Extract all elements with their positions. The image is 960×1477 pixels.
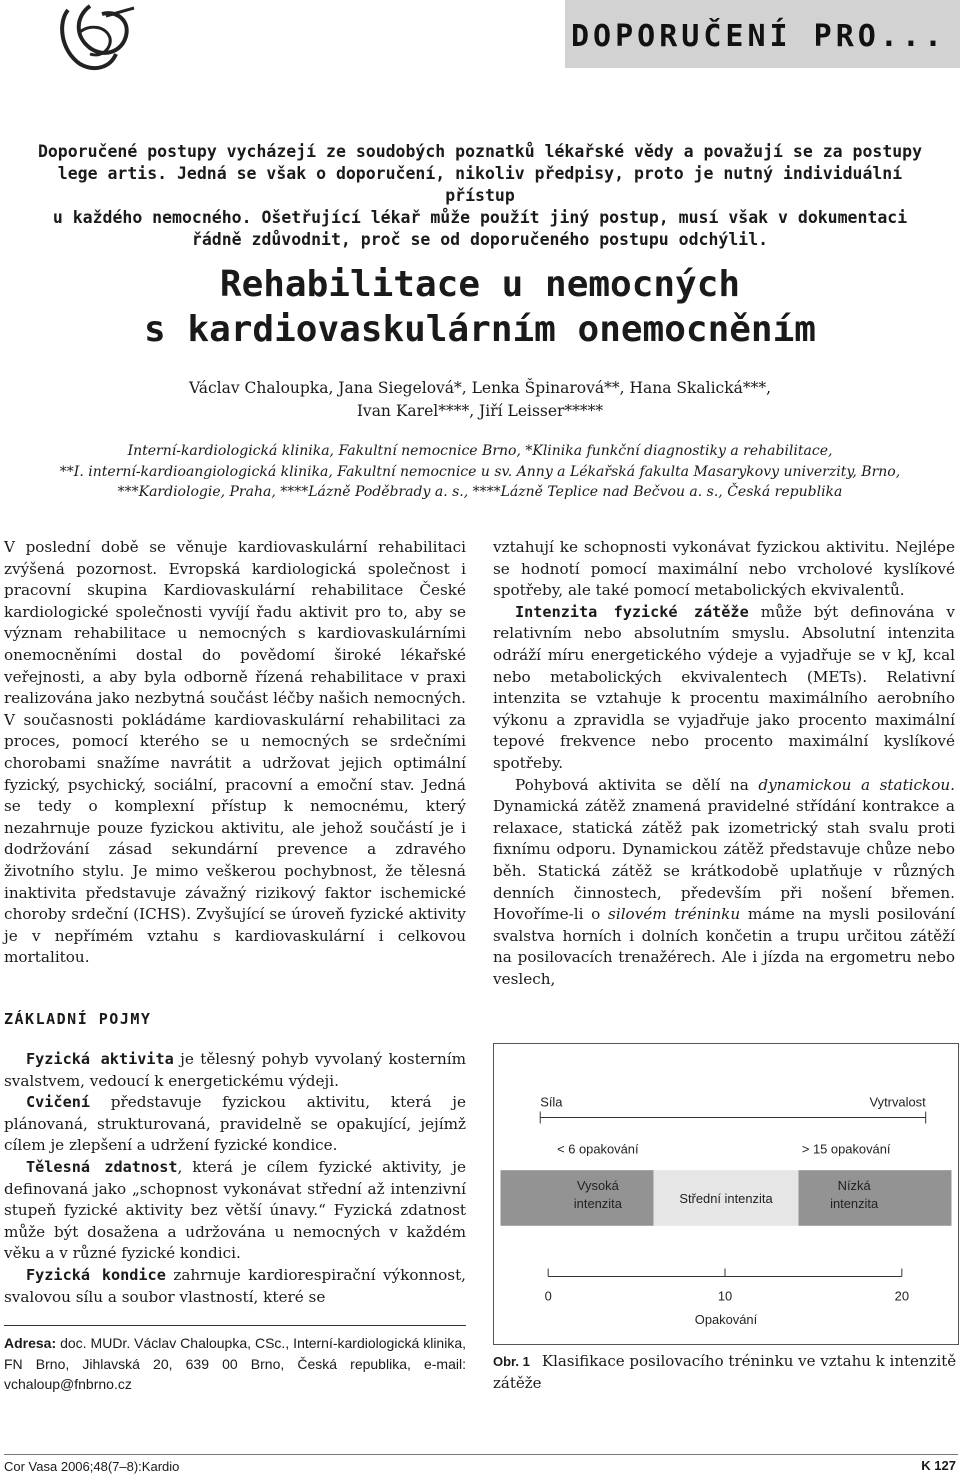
body-paragraph: vztahují ke schopnosti vykonávat fyzickou aktivitu. Nejlépe se hodnotí pomocí maximální nebo vrcholové kyslíkové spotřeby, ale také pomocí metabolických ekvivalentů. xyxy=(493,538,955,600)
definition-term: Cvičení xyxy=(26,1093,91,1112)
title-line: Rehabilitace u nemocných xyxy=(219,264,741,305)
disclaimer-line: řádně zdůvodnit, proč se od doporučeného postupu odchýlil. xyxy=(191,230,769,249)
zone-high-label: intenzita xyxy=(573,1195,622,1211)
author-line: Václav Chaloupka, Jana Siegelová*, Lenka Špinarová**, Hana Skalická***, xyxy=(188,379,772,397)
journal-citation: Cor Vasa 2006;48(7–8):Kardio xyxy=(4,1459,180,1474)
zone-low-label: Nízká xyxy=(837,1178,871,1194)
body-term: Intenzita fyzické zátěže xyxy=(515,602,749,621)
right-column xyxy=(493,537,955,990)
article-title xyxy=(0,262,960,352)
affiliation-line: ***Kardiologie, Praha, ****Lázně Poděbrady a. s., ****Lázně Teplice nad Bečvou a. s., Česká republika xyxy=(117,484,843,500)
low-reps-label: < 6 opakování xyxy=(557,1141,639,1157)
figure-training-classification xyxy=(493,1043,959,1345)
definition-text: zahrnuje kardiorespirační výkonnost, svalovou sílu a soubor vlastností, které se xyxy=(4,1265,466,1306)
definitions xyxy=(4,1049,466,1308)
body-italic: dynamickou a statickou. xyxy=(758,775,955,794)
disclaimer-line: lege artis. Jedná se však o doporučení, nikoliv předpisy, proto je nutný individuální přístup xyxy=(57,164,903,205)
endurance-label: Vytrvalost xyxy=(869,1094,926,1110)
definition-text: je tělesný pohyb vyvolaný kosterním svalstvem, vedoucí k energetickému výdeji. xyxy=(4,1050,466,1090)
correspondence-address xyxy=(4,1333,466,1395)
zone-low-label: intenzita xyxy=(830,1195,879,1211)
disclaimer-line: u každého nemocného. Ošetřující lékař může použít jiný postup, musí však v dokumentaci xyxy=(52,208,908,227)
figure-label: Obr. 1 xyxy=(493,1354,530,1369)
disclaimer-line: Doporučené postupy vycházejí ze soudobých poznatků lékařské vědy a považují se za postupy xyxy=(37,142,923,161)
body-paragraph xyxy=(493,602,955,775)
definition-term: Tělesná zdatnost xyxy=(26,1157,178,1176)
definition-paragraph xyxy=(4,1265,466,1308)
title-line: s kardiovaskulárním onemocněním xyxy=(144,309,816,350)
footer-divider xyxy=(4,1454,958,1455)
body-text: může být definována v relativním nebo absolutním smyslu. Absolutní intenzita odráží míru energetického výdeje a vyjadřuje se v kJ, kcal nebo metabolických ekvivalentech (METs). Relativní intenzita se vztahuje k procentu maximálního aerobního výkonu a zpravidla se vyjadřuje jako procento maximální tepové frekvence nebo procento maximální kyslíkové spotřeby. xyxy=(493,602,955,772)
definition-text: , která je cílem fyzické aktivity, je definovaná jako „schopnost vykonávat střední až intenzivní stupeň fyzické aktivity bez větší únavy.“ Fyzická zdatnost může být dosažena a udržována u nemocných v každém věku a v různé fyzické kondici. xyxy=(4,1157,466,1263)
definition-term: Fyzická kondice xyxy=(26,1265,166,1284)
x-tick-label: 20 xyxy=(894,1288,910,1304)
author-list xyxy=(0,377,960,423)
zone-mid-label: Střední intenzita xyxy=(679,1190,773,1206)
page-number: K 127 xyxy=(921,1458,956,1473)
section-heading: ZÁKLADNÍ POJMY xyxy=(4,1010,152,1028)
x-tick-label: 0 xyxy=(544,1288,552,1304)
journal-logo-icon xyxy=(50,2,140,74)
body-text: máme na mysli posilování svalstva horních i dolních končetin a trupu určitou zátěží na posilovacích trenažérech. Ale i jízda na ergometru nebo veslech, xyxy=(493,905,955,988)
figure-chart xyxy=(494,1044,958,1344)
body-text: Dynamická zátěž znamená pravidelné střídání kontrakce a relaxace, statická zátěž pak izometrický stah svalu proti fixnímu odporu. Dynamickou zátěž představuje chůze nebo běh. Statická zátěž se krátkodobě uplatňuje v různých denních činnostech, především při nošení břemen. Hovoříme-li o xyxy=(493,797,955,924)
address-text: doc. MUDr. Václav Chaloupka, CSc., Interní-kardiologická klinika, FN Brno, Jihlavská 20, 639 00 Brno, Česká republika, e-mail: vchaloup@fnbrno.cz xyxy=(4,1335,466,1392)
x-axis-label: Opakování xyxy=(694,1312,758,1328)
definition-term: Fyzická aktivita xyxy=(26,1050,174,1068)
figure-caption xyxy=(493,1351,959,1394)
definition-text: představuje fyzickou aktivitu, která je plánovaná, strukturovaná, pravidelně se opakující, jejímž cílem je zlepšení a udržení fyzické kondice. xyxy=(4,1093,466,1155)
high-reps-label: > 15 opakování xyxy=(801,1141,891,1157)
address-label: Adresa: xyxy=(4,1335,57,1351)
body-paragraph xyxy=(493,775,955,991)
x-axis-ticks xyxy=(545,1269,909,1304)
affiliations xyxy=(0,441,960,503)
affiliation-line: **I. interní-kardioangiologická klinika, Fakultní nemocnice u sv. Anny a Lékařská fakulta Masarykovy univerzity, Brno, xyxy=(59,463,901,480)
address-divider xyxy=(4,1325,466,1326)
definition-paragraph xyxy=(4,1157,466,1265)
definition-paragraph xyxy=(4,1049,466,1092)
figure-caption-text: Klasifikace posilovacího tréninku ve vztahu k intenzitě zátěže xyxy=(493,1352,957,1392)
author-line: Ivan Karel****, Jiří Leisser***** xyxy=(356,402,604,420)
left-column xyxy=(4,537,466,969)
disclaimer xyxy=(20,141,940,251)
strength-label: Síla xyxy=(540,1094,563,1110)
intro-paragraph: V poslední době se věnuje kardiovaskulární rehabilitaci zvýšená pozornost. Evropská kardiologická společnost i pracovní skupina Kardiovaskulární rehabilitace České kardiologické společnosti vyvíjí řadu aktivit pro to, aby se význam rehabilitace u nemocných s kardiovaskulárními onemocněními dostal do povědomí široké lékařské veřejnosti, a aby byla odborně řízená rehabilitace v praxi realizována jako nezbytná součást léčby našich nemocných. V současnosti pokládáme kardiovaskulární rehabilitaci za proces, pomocí kterého se u nemocných se srdečními chorobami snažíme navrátit a udržovat jejich optimální fyzický, psychický, sociální, pracovní a emoční stav. Jedná se tedy o komplexní přístup k nemocnému, který nezahrnuje pouze fyzickou aktivitu, ale jehož součástí je i dodržování zásad sekundární prevence a zdravého životního stylu. Je mimo veškerou pochybnost, že tělesná inaktivita představuje závažný rizikový faktor ischemické choroby srdeční (ICHS). Zvyšující se úroveň fyzické aktivity je v nepřímém vztahu s kardiovaskulární i celkovou mortalitou. xyxy=(4,538,466,967)
x-tick-label: 10 xyxy=(717,1288,733,1304)
definition-paragraph xyxy=(4,1092,466,1157)
zone-high-label: Vysoká xyxy=(576,1178,619,1194)
body-text: Pohybová aktivita se dělí na xyxy=(515,775,759,794)
section-banner: DOPORUČENÍ PRO... xyxy=(565,0,960,68)
affiliation-line: Interní-kardiologická klinika, Fakultní nemocnice Brno, *Klinika funkční diagnostiky a rehabilitace, xyxy=(127,443,833,459)
body-italic: silovém tréninku xyxy=(608,905,741,924)
